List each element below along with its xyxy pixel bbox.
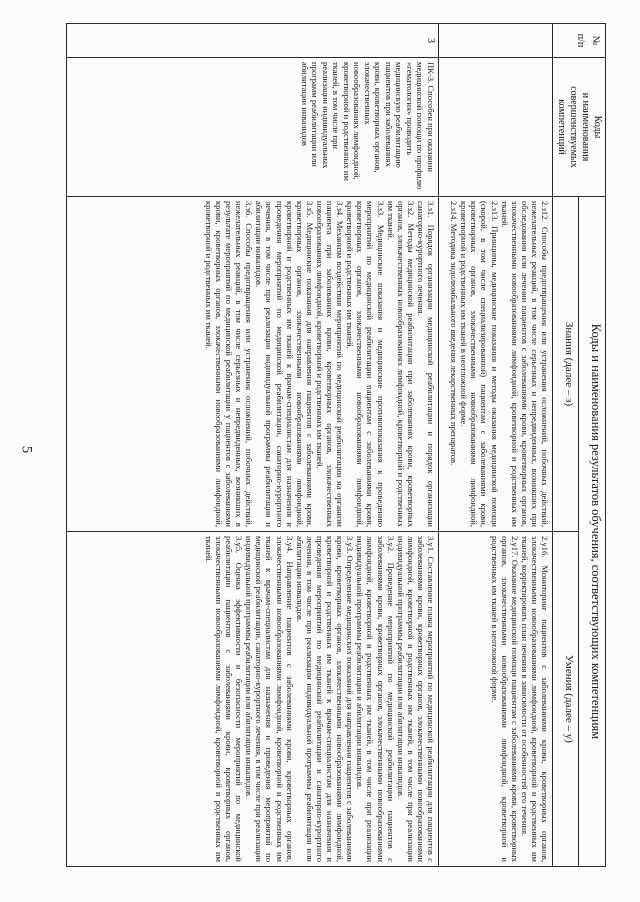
row-num: 3 [67, 24, 439, 58]
knowledge-item: 3.з6. Способы предотвращения или устранения осложнений, побочных действий, нежелательных реакций, в том числе серьезных и непредвиденных, возникших в результате мероприятий по медицинской реабилитации у пациентов с заболеваниями крови, кроветворных органов, злокачественными новообразованиями лимфоидной, кроветворной и родственных им тканей. [203, 201, 255, 527]
knowledge-item: 3.з4. Механизм воздействия мероприятий по медицинской реабилитации на организм пациента при заболеваниях крови, кроветворных органов, злокачественных новообразованиях лимфоидной, кроветворной и родственных им тканей. [314, 201, 346, 527]
skill-item: 3.у3. Определение медицинских показаний для направления пациентов с заболеваниями крови, кроветворных органов, злокачественными новообразованиями лимфоидной, кроветворной и родственных им тканей к врачам-специалистам для назначения и проведения мероприятий по медицинской реабилитации и санаторно-курортного лечения, в том числе при реализации индивидуальной программы реабилитации или абилитации инвалидов. [294, 536, 356, 862]
skill-item: 2.у16. Мониторинг пациентов с заболеваниями крови, кроветворных органов, злокачественными новообразованиями лимфоидной, кроветворной и родственных им тканей, корректировать план лечения в зависимости от особенностей его течения. [519, 536, 550, 862]
skill-item: 2.у17. Оказание медицинской помощи пациентам с заболеваниями крови, кроветворных органов, злокачественными новообразованиями лимфоидной, кроветворной и родственных им тканей в неотложной форме. [489, 536, 520, 862]
row-knowledge [67, 197, 439, 532]
rotated-table-wrapper [66, 23, 606, 866]
row-skills [67, 532, 439, 867]
row-competence: ПК-3. Способен при оказании медицинской помощи по профилю «гематология» проводить медицинскую реабилитацию пациентов при заболеваниях крови, кроветворных органов, злокачественных новообразованиях лимфоидной, кроветворной и родственных им тканей, в том числе при реализации индивидуальных программ реабилитации или абилитации инвалидов [67, 58, 439, 197]
knowledge-item: 3.з3. Медицинские показания и медицинские противопоказания к проведению мероприятий по медицинской реабилитации пациентам с заболеваниями крови, кроветворных органов, злокачественными новообразованиями лимфоидной, кроветворной и родственных им тканей. [345, 201, 386, 527]
header-skills: Умения (далее – у) [553, 532, 580, 867]
knowledge-item: 3.з5. Медицинские показания для направления пациентов с заболеваниями крови, кроветворных органов, злокачественными новообразованиями лимфоидной, кроветворной и родственных им тканей к врачам-специалистам для назначения и проведения мероприятий по медицинской реабилитации, санаторно-курортного лечения, в том числе при реализации индивидуальной программы реабилитации и абилитации инвалидов. [254, 201, 315, 527]
skill-item: 3.у4. Направление пациентов с заболеваниями крови, кроветворных органов, злокачественными новообразованиями лимфоидной, кроветворной и родственных им тканей к врачам-специалистам для назначения и проведения мероприятий по медицинской реабилитации, санаторно-курортного лечения, в том числе при реализации индивидуальной программы реабилитации или абилитации инвалидов. [244, 536, 295, 862]
skill-item: 3.у1. Составление плана мероприятий по медицинской реабилитации для пациентов с заболеваниями крови, кроветворных органов, злокачественными новообразованиями лимфоидной, кроветворной и родственных им тканей, в том числе при реализации индивидуальной программы реабилитации или абилитации инвалидов. [395, 536, 436, 862]
header-codes: Коды и наименования совершенствуемых компетенций [553, 58, 606, 197]
header-results-group: Коды и наименования результатов обучения, соответствующих компетенциям [579, 197, 606, 867]
knowledge-item: 3.з2. Методы медицинской реабилитации при заболеваниях крови, кроветворных органов, злокачественных новообразованиях лимфоидной, кроветворной и родственных им тканей. [385, 201, 416, 527]
knowledge-item: 2.з13. Принципы, медицинские показания и методы оказания медицинской помощи (скорой, в том числе специализированной) пациентам с заболеваниями крови, кроветворных органов, злокачественными новообразованиями лимфоидной, кроветворной и родственных им тканей в неотложной форме. [459, 201, 500, 527]
row-competence [439, 58, 553, 197]
skill-item: 3.у5. Оценка эффективности и безопасности мероприятий по медицинской реабилитации пациентов с заболеваниями крови, кроветворных органов, злокачественными новообразованиями лимфоидной, кроветворной и родственных им тканей. [203, 536, 245, 862]
skill-item: 3.у2. Проведение мероприятий по медицинской реабилитации пациентов с заболеваниями крови, кроветворных органов, злокачественными новообразованиями лимфоидной, кроветворной и родственных им тканей, в том числе при реализации индивидуальной программы реабилитации и абилитации инвалидов. [355, 536, 396, 862]
knowledge-item: 2.з14. Методика эндолюмбального введения лекарственных препаратов. [449, 201, 460, 466]
knowledge-item: 3.з1. Порядок организации медицинской реабилитации и порядок организации санаторно-курортного лечения. [415, 201, 436, 527]
knowledge-item: 2.з12. Способы предотвращения или устранения осложнений, побочных действий, нежелательных реакций, в том числе серьезных и непредвиденных, возникших при обследовании или лечении пациентов с заболеваниями крови, кроветворных органов, злокачественными новообразованиями лимфоидной, кроветворной и родственных им тканей. [499, 201, 550, 527]
page-number: 5 [18, 445, 35, 454]
row-skills [439, 532, 553, 867]
table-row-continuation [439, 24, 553, 867]
row-knowledge [439, 197, 553, 532]
competence-table [66, 23, 606, 867]
row-num [439, 24, 553, 58]
header-num: № п/п [553, 24, 606, 58]
header-knowledge: Знания (далее – з) [553, 197, 580, 532]
table-row-pk3 [67, 24, 439, 867]
